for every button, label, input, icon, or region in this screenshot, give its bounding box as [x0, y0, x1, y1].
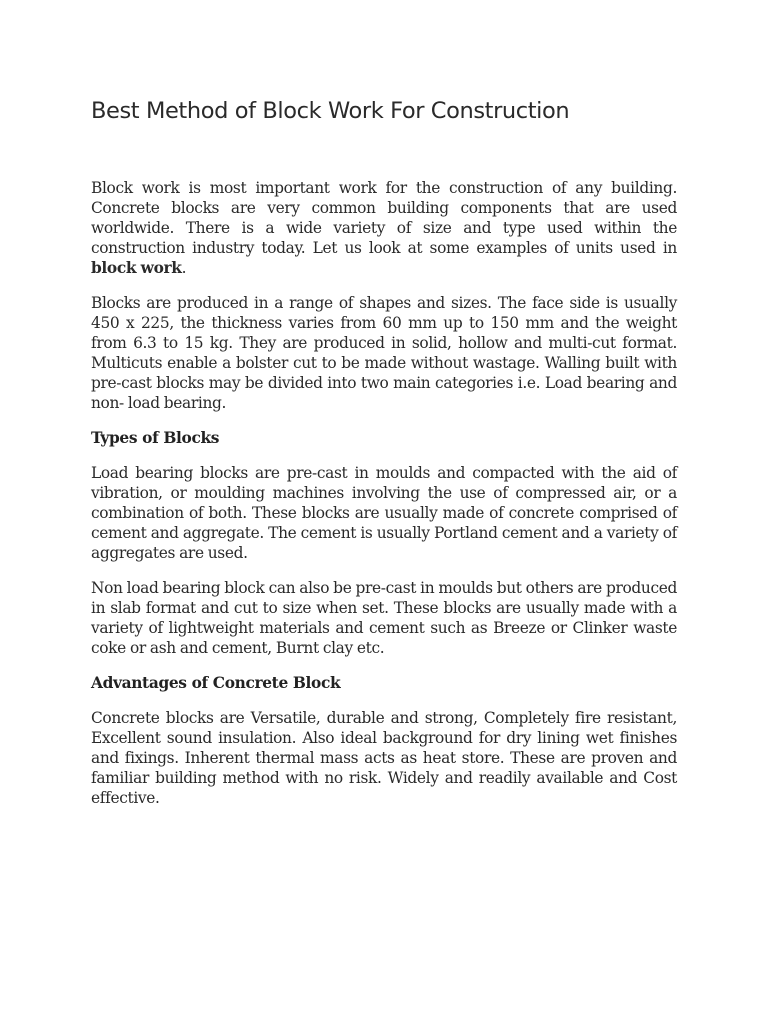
- document-title: Best Method of Block Work For Construction: [91, 98, 570, 124]
- types-heading: Types of Blocks: [91, 429, 220, 447]
- intro-text-end: .: [181, 259, 187, 277]
- non-load-bearing-paragraph: Non load bearing block can also be pre-cast in moulds but others are produced in slab format and cut to size when set. These blocks are usually made with a variety of lightweight materials and cement such as Breeze or Clinker waste coke or ash and cement, Burnt clay etc.: [91, 579, 677, 657]
- document-page: [91, 94, 677, 823]
- load-bearing-paragraph: Load bearing blocks are pre-cast in moulds and compacted with the aid of vibration, or moulding machines involving the use of compressed air, or a combination of both. These blocks are usually made of concrete comprised of cement and aggregate. The cement is usually Portland cement and a variety of aggregates are used.: [91, 464, 677, 562]
- blocks-paragraph: Blocks are produced in a range of shapes and sizes. The face side is usually 450 x 225, the thickness varies from 60 mm up to 150 mm and the weight from 6.3 to 15 kg. They are produced in solid, hollow and multi-cut format. Multicuts enable a bolster cut to be made without wastage. Walling built with pre-cast blocks may be divided into two main categories i.e. Load bearing and non- load bearing.: [91, 294, 677, 412]
- advantages-heading: Advantages of Concrete Block: [91, 674, 341, 692]
- advantages-paragraph: Concrete blocks are Versatile, durable and strong, Completely fire resistant, Excellent sound insulation. Also ideal background for dry lining wet finishes and fixings. Inherent thermal mass acts as heat store. These are proven and familiar building method with no risk. Widely and readily available and Cost effective.: [91, 709, 677, 807]
- intro-paragraph: [91, 178, 677, 278]
- intro-bold-term: block work: [91, 259, 182, 277]
- intro-text: Block work is most important work for the construction of any building. Concrete blocks are very common building components that are used worldwide. There is a wide variety of size and type used within the construction industry today. Let us look at some examples of units used in: [91, 179, 677, 257]
